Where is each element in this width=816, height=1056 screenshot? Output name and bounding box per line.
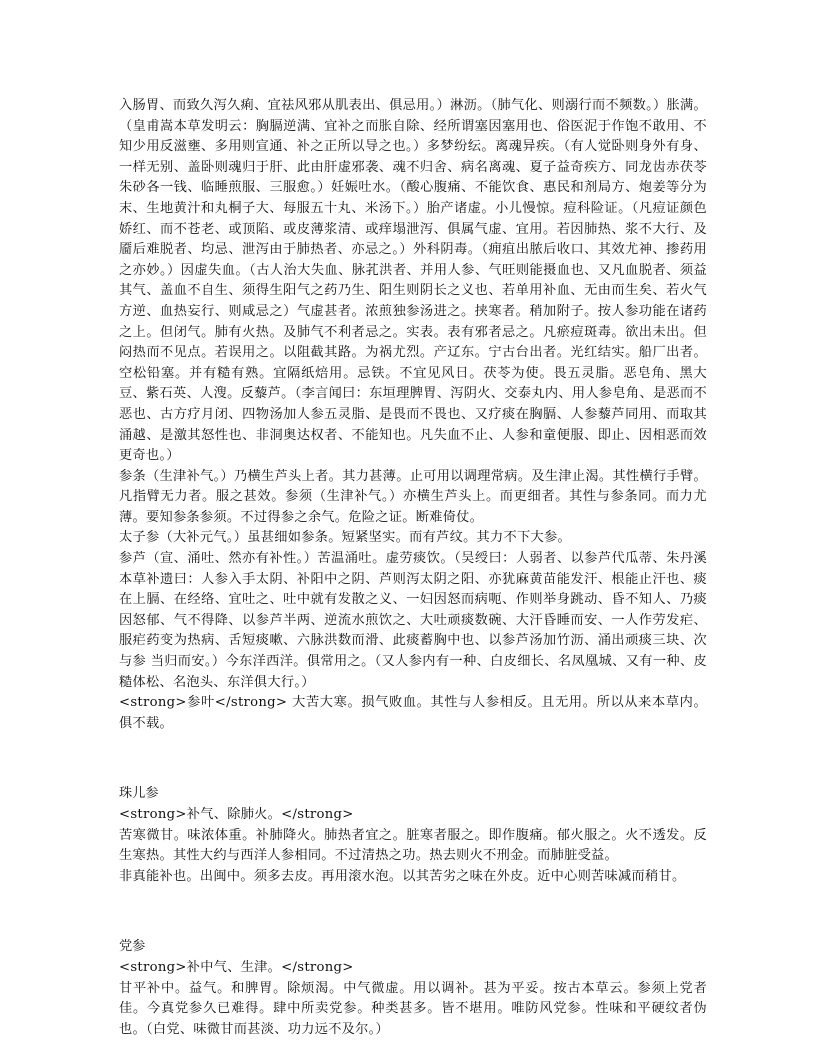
document-page <box>119 96 707 1040</box>
paragraph-dangshen: 甘平补中。益气。和脾胃。除烦渴。中气微虚。用以调补。甚为平妥。按古本草云。参须上党者佳。今真党参久已难得。肆中所卖党参。种类甚多。皆不堪用。唯防风党参。性味和平硬纹者伪也。（白党、味微甘而甚淡、功力远不及尔。） <box>119 980 707 1037</box>
section-spacer <box>119 887 707 937</box>
section-title-dangshen: 党参 <box>119 939 146 955</box>
paragraph-shenlu: 参芦（宣、涌吐、然亦有补性。）苦温涌吐。虚劳痰饮。（吴绶曰：人弱者、以参芦代瓜蒂、朱丹溪本草补遗曰：人参入手太阴、补阳中之阴、芦则泻太阴之阳、亦犹麻黄苗能发汗、根能止汗也、痰在上膈、在经络、宜吐之、吐中就有发散之义、一妇因怒而病呃、作则举身跳动、昏不知人、乃痰因怒郁、气不得降、以参芦半两、逆流水煎饮之、大吐顽痰数碗、大汗昏睡而安、一人作劳发疟、服疟药变为热病、舌短痰嗽、六脉洪数而滑、此痰蓄胸中也、以参芦汤加竹沥、涌出顽痰三块、次与参 当归而安。）今东洋西洋。俱常用之。（又人参内有一种、白皮细长、名凤凰城、又有一种、皮糙体松、名泡头、东洋俱大行。） <box>119 551 707 690</box>
paragraph-shenye: <strong>参叶</strong> 大苦大寒。损气败血。其性与人参相反。且无用。所以从来本草内。俱不载。 <box>119 695 707 731</box>
paragraph-taizishen: 太子参（大补元气。）虽甚细如参条。短紧坚实。而有芦纹。其力不下大参。 <box>119 530 571 546</box>
paragraph-shentiao: 参条（生津补气。）乃横生芦头上者。其力甚薄。止可用以调理常病。及生津止渴。其性横行手臂。凡指臂无力者。服之甚效。参须（生津补气。）亦横生芦头上。而更细者。其性与参条同。而力尤薄。要知参条参须。不过得参之余气。危险之证。断难倚仗。 <box>119 468 707 525</box>
paragraph-zhuershen-1: 苦寒微甘。味浓体重。补肺降火。肺热者宜之。脏寒者服之。即作腹痛。郁火服之。火不透发。反生寒热。其性大约与西洋人参相同。不过清热之功。热去则火不刑金。而肺脏受益。 <box>119 827 707 864</box>
section-subtitle-zhuershen: <strong>补气、除肺火。</strong> <box>119 807 354 822</box>
section-subtitle-dangshen: <strong>补中气、生津。</strong> <box>119 959 354 975</box>
paragraph-renshen-indications: 入肠胃、而致久泻久痢、宜祛风邪从肌表出、俱忌用。）淋沥。（肺气化、则溺行而不频数。）胀满。（皇甫嵩本草发明云：胸膈逆满、宜补之而胀自除、经所谓塞因塞用也、俗医泥于作饱不敢用、不知少用反滋壅、多用则宣通、补之正所以导之也。）多梦纷纭。离魂异疾。（有人觉卧则身外有身、一样无别、盖卧则魂归于肝、此由肝虚邪袭、魂不归舍、病名离魂、夏子益奇疾方、同龙齿赤茯苓朱砂各一钱、临睡煎服、三服愈。）妊娠吐水。（酸心腹痛、不能饮食、惠民和剂局方、炮姜等分为末、生地黄汁和丸桐子大、每服五十丸、米汤下。）胎产诸虚。小儿慢惊。痘科险证。（凡痘证颜色娇红、而不苍老、或顶陷、或皮薄浆清、或痒塌泄泻、俱属气虚、宜用。若因肺热、浆不大行、及靥后难脱者、均忌、泄泻由于肺热者、亦忌之。）外科阴毒。（痈疽出脓后收口、其效尤神、掺药用之亦妙。）因虚失血。（古人治大失血、脉芤洪者、并用人参、气旺则能摄血也、又凡血脱者、须益其气、盖血不自生、须得生阳气之药乃生、阳生则阴长之义也、若单用补血、无由而生矣、若火气方逆、血热妄行、则咸忌之）气虚甚者。浓煎独参汤进之。挟寒者。稍加附子。按人参功能在诸药之上。但闭气。肺有火热。及肺气不利者忌之。实表。表有邪者忌之。凡瘀痘斑毒。欲出未出。但闷热而不见点。若误用之。以阻截其路。为祸尤烈。产辽东。宁古台出者。光红结实。船厂出者。空松铅塞。并有糙有熟。宜隔纸焙用。忌铁。不宜见风日。茯苓为使。畏五灵脂。恶皂角、黑大豆、紫石英、人溲。反藜芦。（李言闻曰：东垣理脾胃、泻阴火、交泰丸内、用人参皂角、是恶而不恶也、古方疗月闭、四物汤加人参五灵脂、是畏而不畏也、又疗痰在胸膈、人参藜芦同用、而取其涌越、是激其怒性也、非洞奥达权者、不能知也。凡失血不止、人参和童便服、即止、因相恶而效更奇也。） <box>119 98 707 464</box>
section-spacer <box>119 734 707 784</box>
section-title-zhuershen: 珠儿参 <box>119 786 159 802</box>
paragraph-zhuershen-2: 非真能补也。出闽中。须多去皮。再用滚水泡。以其苦劣之味在外皮。近中心则苦味减而稍甘。 <box>119 868 686 884</box>
